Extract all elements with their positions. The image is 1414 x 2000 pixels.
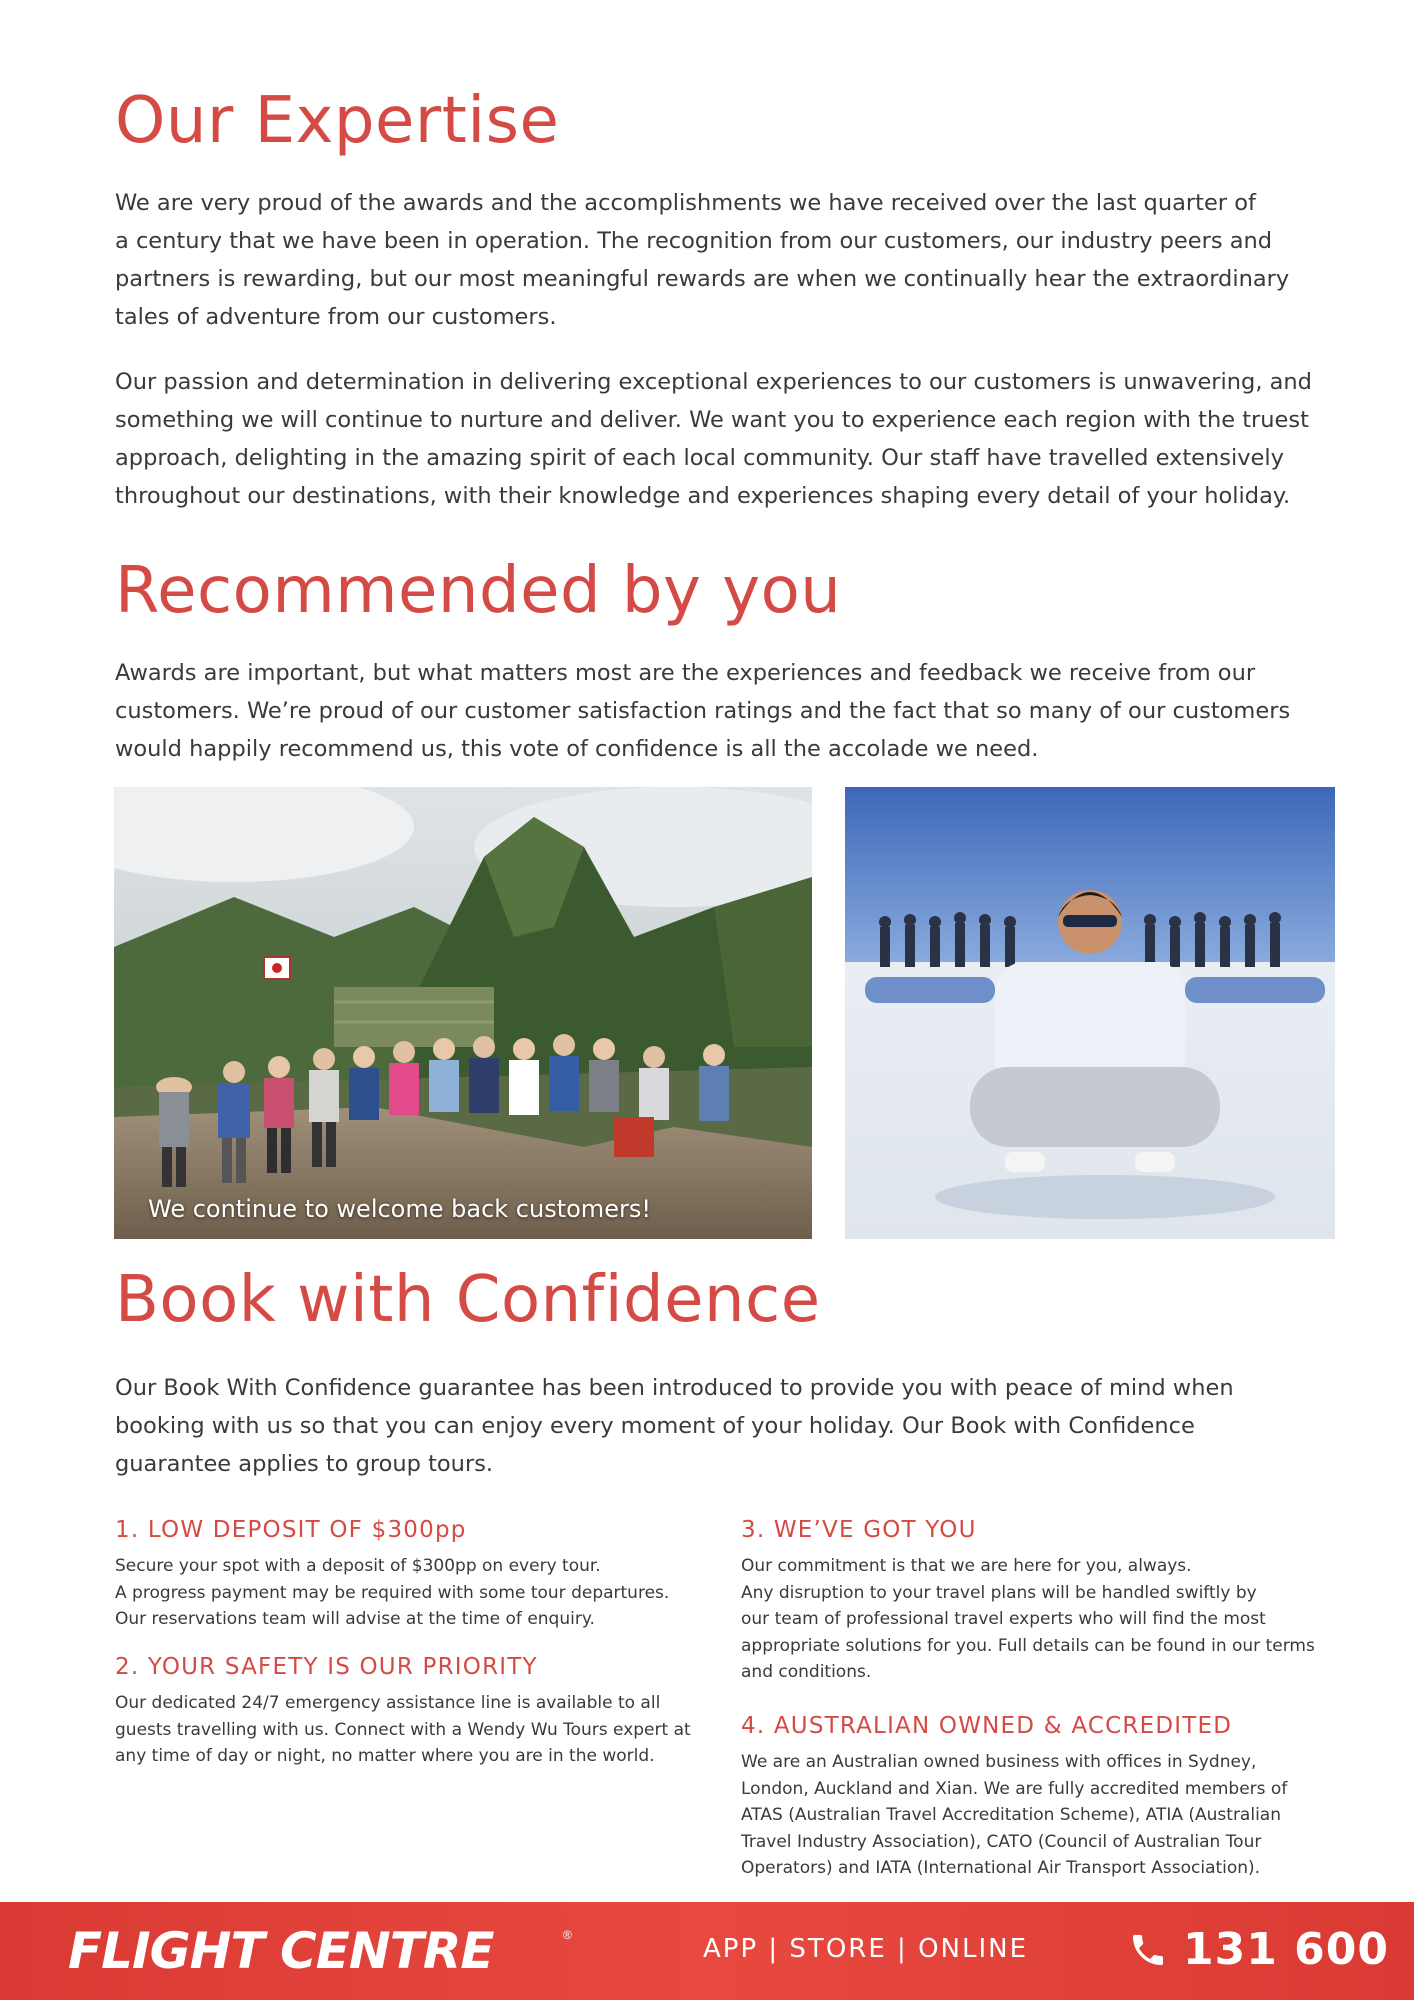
text-line: We are an Australian owned business with offices in Sydney, <box>741 1752 1257 1772</box>
text-line: guarantee applies to group tours. <box>115 1451 494 1477</box>
text-line: Our reservations team will advise at the time of enquiry. <box>115 1609 595 1629</box>
text-line: Our dedicated 24/7 emergency assistance line is available to all <box>115 1693 661 1713</box>
feature-body-australian-owned <box>741 1749 1287 1882</box>
channels-text: APP | STORE | ONLINE <box>703 1934 1029 1964</box>
group-photo-machu-picchu <box>114 787 812 1239</box>
text-line: Secure your spot with a deposit of $300pp on every tour. <box>115 1556 601 1576</box>
photo-caption: We continue to welcome back customers! <box>148 1195 651 1223</box>
feature-title-low-deposit: 1. LOW DEPOSIT OF $300pp <box>115 1517 467 1543</box>
text-line: Operators) and IATA (International Air Transport Association). <box>741 1858 1261 1878</box>
text-line: approach, delighting in the amazing spirit of each local community. Our staff have travelled extensively <box>115 445 1284 471</box>
text-line: A progress payment may be required with some tour departures. <box>115 1582 670 1603</box>
text-line: a century that we have been in operation. The recognition from our customers, our industry peers and <box>115 228 1273 254</box>
text-line: guests travelling with us. Connect with a Wendy Wu Tours expert at <box>115 1719 691 1740</box>
text-line: Awards are important, but what matters most are the experiences and feedback we receive from our <box>115 660 1256 686</box>
expertise-title: Our Expertise <box>115 84 560 158</box>
feature-body-safety <box>115 1690 691 1770</box>
text-line: something we will continue to nurture and deliver. We want you to experience each region with the truest <box>115 407 1309 433</box>
feature-title-weve-got-you: 3. WE’VE GOT YOU <box>741 1517 977 1543</box>
text-line: We are very proud of the awards and the accomplishments we have received over the last quarter of <box>115 190 1256 216</box>
text-line: London, Auckland and Xian. We are fully accredited members of <box>741 1778 1288 1799</box>
salt-flats-illustration <box>845 787 1335 1239</box>
text-line: customers. We’re proud of our customer satisfaction ratings and the fact that so many of our customers <box>115 698 1291 724</box>
text-line: our team of professional travel experts who will find the most <box>741 1609 1266 1629</box>
phone-icon <box>1128 1930 1168 1970</box>
recommended-paragraph <box>115 654 1315 768</box>
expertise-paragraph-1 <box>115 184 1315 336</box>
machu-picchu-illustration <box>114 787 812 1239</box>
text-line: throughout our destinations, with their knowledge and experiences shaping every detail of your holiday. <box>115 483 1291 509</box>
text-line: Our passion and determination in delivering exceptional experiences to our customers is unwavering, and <box>115 369 1312 395</box>
text-line: any time of day or night, no matter where you are in the world. <box>115 1746 655 1766</box>
confidence-title: Book with Confidence <box>115 1263 821 1337</box>
salt-flats-photo <box>845 787 1335 1239</box>
expertise-paragraph-2 <box>115 363 1315 515</box>
text-line: and conditions. <box>741 1662 872 1682</box>
confidence-paragraph <box>115 1369 1315 1483</box>
text-line: Our commitment is that we are here for you, always. <box>741 1556 1192 1576</box>
text-line: tales of adventure from our customers. <box>115 304 557 330</box>
registered-mark: ® <box>563 1928 572 1942</box>
feature-body-weve-got-you <box>741 1553 1315 1686</box>
flight-centre-logo: FLIGHT CENTRE <box>68 1922 494 1980</box>
footer-bar <box>0 1902 1414 2000</box>
text-line: appropriate solutions for you. Full details can be found in our terms <box>741 1635 1315 1656</box>
text-line: Travel Industry Association), CATO (Council of Australian Tour <box>741 1831 1262 1852</box>
text-line: Our Book With Confidence guarantee has been introduced to provide you with peace of mind when <box>115 1375 1234 1401</box>
text-line: would happily recommend us, this vote of confidence is all the accolade we need. <box>115 736 1039 762</box>
text-line: booking with us so that you can enjoy every moment of your holiday. Our Book with Confidence <box>115 1413 1195 1439</box>
recommended-title: Recommended by you <box>115 554 842 628</box>
phone-number[interactable]: 131 600 <box>1183 1924 1390 1975</box>
feature-title-safety: 2. YOUR SAFETY IS OUR PRIORITY <box>115 1654 538 1680</box>
text-line: partners is rewarding, but our most meaningful rewards are when we continually hear the extraordinary <box>115 266 1290 292</box>
text-line: Any disruption to your travel plans will be handled swiftly by <box>741 1582 1257 1603</box>
feature-body-low-deposit <box>115 1553 669 1633</box>
feature-title-australian-owned: 4. AUSTRALIAN OWNED & ACCREDITED <box>741 1713 1233 1739</box>
text-line: ATAS (Australian Travel Accreditation Scheme), ATIA (Australian <box>741 1805 1281 1825</box>
